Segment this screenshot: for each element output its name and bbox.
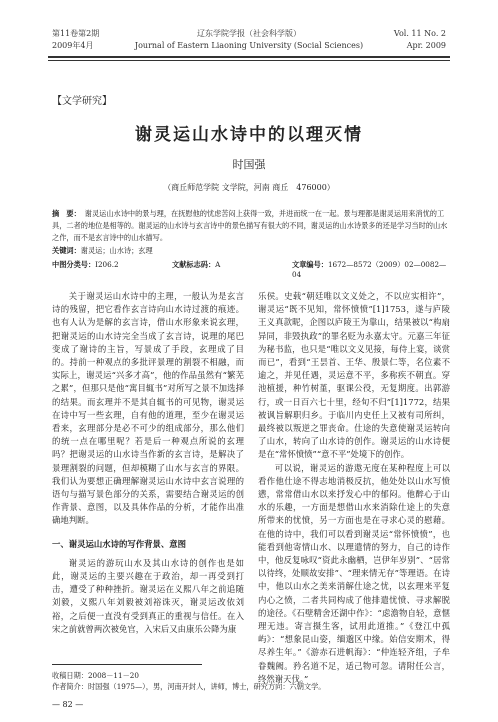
- body-paragraph: 谢灵运的游玩山水及其山水诗的创作也是如此，谢灵运的主要兴趣在于政治，却一再受到打击，遭受了种种挫折。谢灵运在义熙八年之前追随刘毅，义熙八年刘毅被刘裕诛灭，谢灵运改依刘裕，之后便一直没有受到真正的重视与信任。在入宋之前就曾两次被免官，入宋后又由康乐公降为康: [52, 557, 244, 634]
- footnote-rule: [52, 664, 202, 665]
- header-date-en: Apr. 2009: [406, 41, 446, 50]
- body-paragraph: 可以说，谢灵运的游遨无度在某种程度上可以看作他仕途不得志地消极反抗，他处处以山水写愤懑，常常借山水以来抒发心中的郁闷。他醉心于山水的乐趣，一方面是想借山水来消除仕途上的失意所带来的忧愤，另一方面也是在寻求心灵的慰藉。在他的诗中，我们可以看到谢灵运“常怀愤愤”，也能看到他寄情山水、以理遣情的努力，自己的诗作中，他反复咏叹“资此永幽栖，岂伊年岁别”、“居常以待终，处顺故安排”、“理来情无存”等理语。在诗中，他以山水之美来消解仕途之忧，以玄理来平复内心之愤，二者共同构成了他排遣忧愤、寻求解脱的途径。《石壁精舍还湖中作》：“虑澹物自轻，意惬理无违。寄言摄生客，试用此道推。”《登江中孤屿》：“想象昆山姿，缅邈区中缘。始信安期术，得尽养生年。”《游赤石进帆海》：“仲连轻齐组，子牟眷魏阙。矜名道不足，适己物可忽。请附任公言，终然谢天伐。”: [258, 462, 450, 684]
- header-journal-en: Journal of Eastern Liaoning University (Social Sciences): [134, 41, 364, 50]
- body-column-right: [258, 290, 450, 686]
- header-volume-en: Vol. 11 No. 2: [393, 29, 446, 38]
- keywords-label: 关键词：: [52, 246, 81, 255]
- header-volume-cn: 第11卷第2期: [52, 29, 100, 38]
- footnote-author-bio: 作者简介：时国强（1975—），男，河南开封人，讲师，博士，研究方向：六朝文学。: [52, 682, 326, 691]
- article-author: 时国强: [232, 158, 266, 171]
- footnotes: [52, 670, 448, 692]
- header-date-cn: 2009年4月: [52, 41, 94, 50]
- header-rule-thin: [48, 60, 450, 61]
- section-heading: 一、谢灵运山水诗的写作背景、意图: [52, 538, 186, 549]
- article-number: 文章编号：1672—8572（2009）02—0082—04: [292, 260, 447, 279]
- footnote-received-date: 收稿日期：2008－11－20: [52, 671, 139, 680]
- page-number: — 82 —: [52, 700, 84, 709]
- running-header: [0, 28, 498, 68]
- abstract: [52, 208, 448, 244]
- body-paragraph: 乐侯。史载“朝廷唯以文义处之，不以应实相许”，谢灵运“既不见知，常怀愤愤”[1]1753，遂与庐陵王义真款昵，企图以庐陵王为靠山，结果被以“构扇异同，非毁执政”的罪名贬为永嘉太守。元嘉三年征为秘书监，也只是“唯以文义见接，每侍上宴，谈赏而已”，看到“王昙首、王华、殷景仁等，名位素不逾之，并见任遇，灵运意不平，多称疾不朝直。穿池植援，种竹树堇，驱课公役，无复期度。出郭游行，或一日百六七十里，经旬不归”[1]1772，结果被讽旨解职归乡。于临川内史任上又被有司所纠，最终被以叛逆之罪丧命。仕途的失意使谢灵运转向了山水，转向了山水诗的创作。谢灵运的山水诗便是在“常怀愤愤”“意不平”处境下的创作。: [258, 291, 450, 460]
- keywords: [52, 246, 448, 256]
- keywords-text: 谢灵运；山水诗；玄理: [80, 246, 153, 255]
- author-affiliation: （商丘师范学院 文学院，河南 商丘 476000）: [163, 183, 335, 192]
- body-column-left: [52, 290, 244, 636]
- article-title: 谢灵运山水诗中的以理灭情: [135, 125, 363, 145]
- document-code: 文献标志码：A: [172, 260, 221, 269]
- abstract-label: 摘 要：: [52, 209, 81, 218]
- header-rule-thick: [48, 56, 450, 58]
- header-right: [394, 28, 446, 52]
- clc-number: 中图分类号：I206.2: [52, 260, 119, 269]
- header-journal-cn: 辽东学院学报（社会科学版）: [197, 29, 301, 38]
- body-paragraph: 关于谢灵运山水诗中的主理，一般认为是玄言诗的残留，把它看作玄言诗向山水诗过渡的痕迹。也有人认为是解的玄言诗，借山水形象来说玄理，把谢灵运的山水诗完全当成了玄言诗，说理的尾巴变成了谢诗的主旨，写景成了手段，玄理成了目的。持前一种观点的多批评景理的割裂不相融，而实际上，谢灵运“兴多才高”，他的作品虽然有“繁芜之累”，但那只是他“寓目辄书”对所写之景不加选择的结果。而玄理并不是其自辄书的可见物，谢灵运在诗中写一些玄理，自有他的道理，至少在谢灵运看来，玄理部分是必不可少的组成部分，那么他们的统一点在哪里呢？若是后一种观点所说的玄理吗？把谢灵运的山水诗当作新的玄言诗，是解决了景理割裂的问题，但却模糊了山水与玄言的界限。我们认为要想正确理解谢灵运山水诗中玄言说理的语句与描写景色部分的关系，需要结合谢灵运的创作背景、意图，以及具体作品的分析，才能作出准确地判断。: [52, 291, 244, 526]
- abstract-text: 谢灵运山水诗中的景与理，在抚慰他的忧虑苦闷上获得一致，并进而统一在一起。景与理都是谢灵运用来消忧的工具，二者的地位是相等的。谢灵运的山水诗与玄言诗中的景色描写有很大的不同，谢灵运的山水诗景多的还是学习当时的山水之作，而不是玄言诗中的山水描写。: [52, 209, 448, 242]
- classification-line: [52, 260, 448, 279]
- column-tag: 【文学研究】: [52, 96, 112, 107]
